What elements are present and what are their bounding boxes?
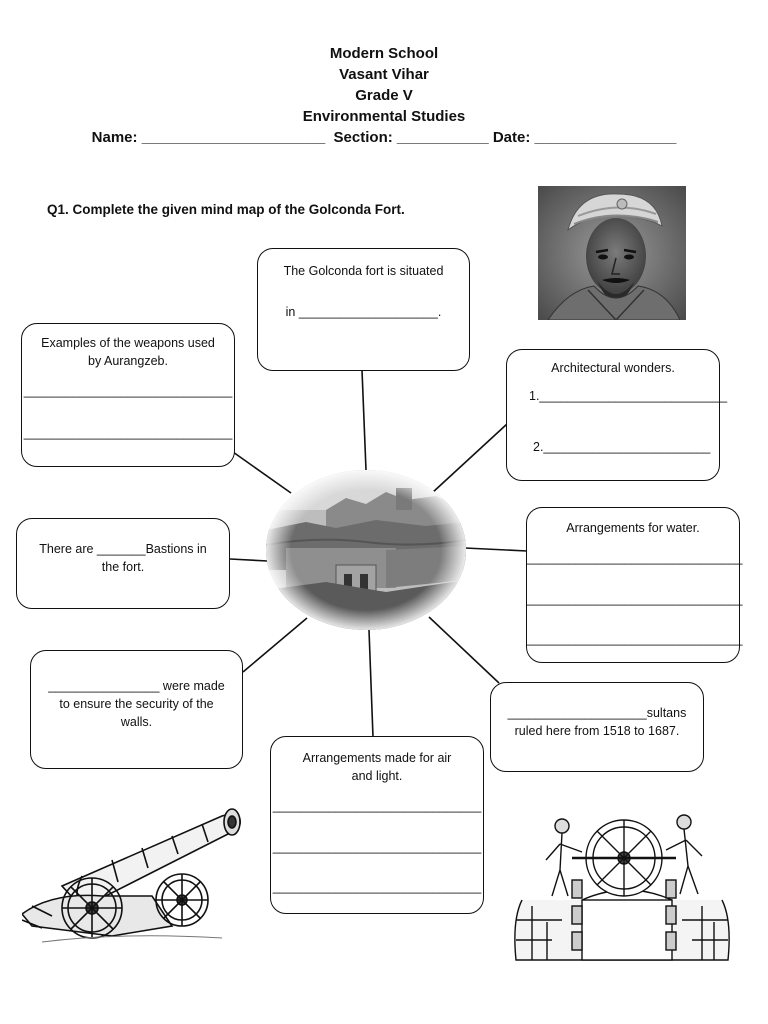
question-title: Q1. Complete the given mind map of the Golconda Fort.	[47, 202, 405, 217]
box-fort-location	[257, 248, 470, 371]
connector-situated	[362, 370, 366, 470]
persian-wheel-illustration	[502, 810, 740, 966]
school-branch: Vasant Vihar	[339, 66, 429, 83]
fill-in-blank[interactable]: in ____________________.	[285, 305, 442, 319]
answer-line[interactable]: _______________________________	[527, 592, 743, 606]
connector-bastions	[230, 559, 268, 561]
answer-line[interactable]: _______________________________	[527, 632, 743, 646]
box-text: the fort.	[101, 560, 145, 574]
connector-air-light	[369, 630, 373, 737]
box-text: ruled here from 1518 to 1687.	[514, 724, 680, 738]
answer-line[interactable]: _______________________________	[527, 551, 743, 565]
subject-label: Environmental Studies	[302, 108, 466, 125]
fill-in-blank[interactable]: There are _______Bastions in	[39, 542, 207, 556]
answer-line[interactable]: ______________________________	[23, 384, 233, 398]
answer-line[interactable]: ______________________________	[272, 799, 482, 813]
box-text: Examples of the weapons used	[41, 336, 215, 350]
school-name: Modern School	[329, 45, 439, 62]
box-text: by Aurangzeb.	[88, 354, 168, 368]
cannon-illustration	[22, 796, 246, 950]
grade-label: Grade V	[355, 87, 413, 104]
box-sultans	[490, 682, 704, 772]
box-text: and light.	[351, 769, 403, 783]
box-text: Architectural wonders.	[551, 361, 675, 375]
answer-line[interactable]: 1.___________________________	[529, 389, 728, 403]
box-air-light	[270, 736, 484, 914]
box-wall-security	[30, 650, 243, 769]
box-architectural-wonders	[506, 349, 728, 481]
fill-in-blank[interactable]: ________________ were made	[48, 679, 225, 693]
box-text: to ensure the security of the	[59, 697, 214, 711]
box-weapons	[21, 323, 235, 467]
box-text: The Golconda fort is situated	[283, 264, 444, 278]
box-text: Arrangements made for air	[302, 751, 452, 765]
golconda-fort-image	[266, 470, 466, 630]
box-text: walls.	[120, 715, 153, 729]
answer-line[interactable]: ______________________________	[272, 840, 482, 854]
box-bastions	[16, 518, 230, 609]
student-fields-line: Name: ______________________ Section: ___________ Date: _________________	[91, 129, 677, 146]
answer-line[interactable]: ______________________________	[272, 880, 482, 894]
connector-water	[465, 548, 527, 551]
answer-line[interactable]: 2.________________________	[533, 440, 711, 454]
box-text: Arrangements for water.	[566, 521, 700, 535]
box-water-arrangements	[526, 507, 743, 663]
answer-line[interactable]: ______________________________	[23, 426, 233, 440]
fill-in-blank[interactable]: ____________________sultans	[507, 706, 687, 720]
aurangzeb-portrait-image	[538, 186, 686, 320]
